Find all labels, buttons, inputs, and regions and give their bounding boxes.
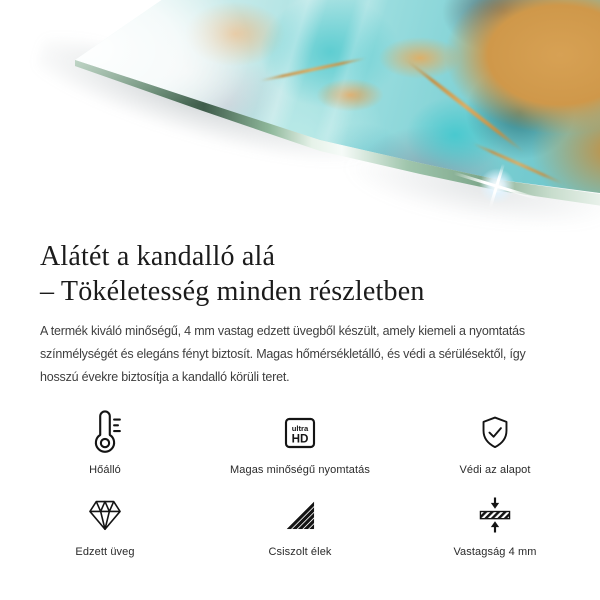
description-line: A termék kiváló minőségű, 4 mm vastag edzett üvegből készült, amely kiemeli a nyomtatás <box>40 324 525 338</box>
thickness-icon <box>475 495 515 535</box>
feature-tempered-glass <box>8 492 203 558</box>
feature-thickness <box>398 492 593 558</box>
description-line: színmélységét és elegáns fényt biztosít. Magas hőmérsékletálló, és védi a sérülésektől, így <box>40 347 526 361</box>
page-title <box>40 239 560 309</box>
feature-polished-edges <box>203 492 398 558</box>
feature-label: Edzett üveg <box>75 546 135 558</box>
gold-vein <box>259 57 367 83</box>
features-grid <box>0 410 600 558</box>
page-title-line1: Alátét a kandalló alá <box>40 241 276 272</box>
page-title-line2: – Tökéletesség minden részletben <box>40 276 425 307</box>
feature-label: Hőálló <box>89 464 121 476</box>
feature-label: Vastagság 4 mm <box>453 546 537 558</box>
feature-high-quality-print <box>203 410 398 476</box>
feature-label: Csiszolt élek <box>268 546 332 558</box>
feature-heat-resistant <box>8 410 203 476</box>
sparkle-glint-icon <box>452 158 542 214</box>
svg-text:ultra: ultra <box>291 424 309 433</box>
feature-icon-box <box>284 410 316 456</box>
gold-vein <box>405 58 526 154</box>
product-photo <box>0 0 600 232</box>
thermometer-icon <box>82 410 128 456</box>
ultra-hd-icon <box>284 417 316 449</box>
description-line: hosszú évekre biztosítja a kandalló körüli teret. <box>40 370 290 384</box>
feature-protects-base <box>398 410 593 476</box>
product-description <box>40 320 560 389</box>
feature-icon-box <box>475 492 515 538</box>
feature-label: Magas minőségű nyomtatás <box>230 464 370 476</box>
shield-check-icon <box>476 414 514 452</box>
svg-text:HD: HD <box>291 432 309 446</box>
feature-icon-box <box>82 410 128 456</box>
feature-icon-box <box>86 492 124 538</box>
feature-label: Védi az alapot <box>459 464 531 476</box>
polished-edges-icon <box>283 498 317 532</box>
feature-icon-box <box>476 410 514 456</box>
feature-icon-box <box>283 492 317 538</box>
diamond-icon <box>86 496 124 534</box>
